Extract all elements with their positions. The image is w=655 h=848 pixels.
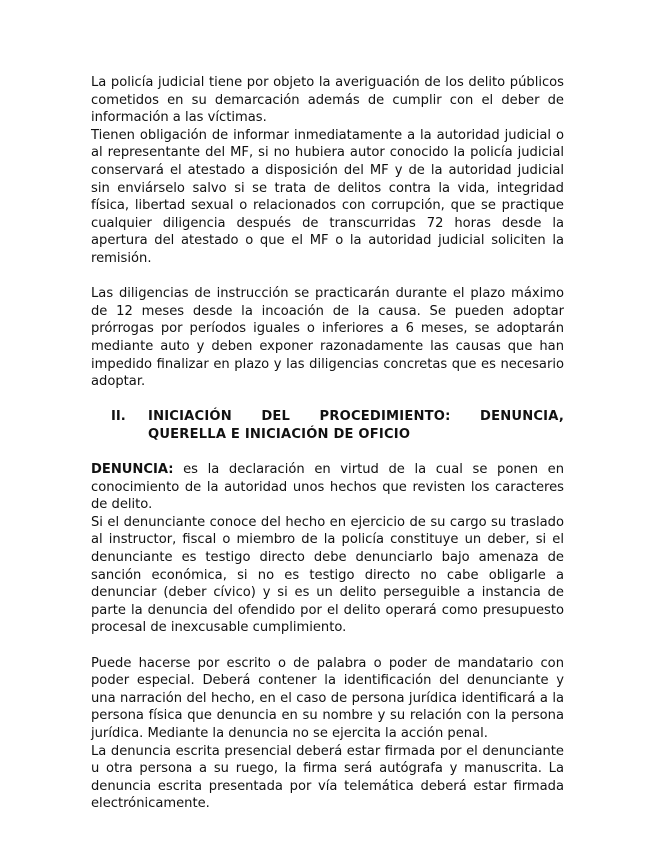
section-number: II. bbox=[111, 409, 126, 425]
paragraph-spacer bbox=[91, 637, 564, 655]
paragraph-spacer bbox=[91, 268, 564, 286]
paragraph-denuncia-definition bbox=[91, 461, 564, 514]
document-page bbox=[91, 74, 564, 813]
paragraph-denunciante: Si el denunciante conoce del hecho en ejercicio de su cargo su traslado al instructor, fiscal o miembro de la policía constituye un deber, si el denunciante es testigo directo debe denunciarlo bajo amenaza de sanción económica, si no es testigo directo no cabe obligarle a denunciar (deber cívico) y si es un delito perseguible a instancia de parte la denuncia del ofendido por el delito operará como presupuesto procesal de inexcusable cumplimiento. bbox=[91, 514, 564, 636]
denuncia-definition-text: es la declaración en virtud de la cual se ponen en conocimiento de la autoridad unos hechos que revisten los caracteres de delito. bbox=[91, 462, 564, 513]
term-denuncia: DENUNCIA: bbox=[91, 462, 174, 478]
paragraph-spacer bbox=[91, 391, 564, 409]
paragraph-spacer bbox=[91, 443, 564, 461]
section-title: INICIACIÓN DEL PROCEDIMIENTO: DENUNCIA, QUERELLA E INICIACIÓN DE OFICIO bbox=[148, 409, 564, 442]
paragraph-obligacion-informar: Tienen obligación de informar inmediatamente a la autoridad judicial o al representante del MF, si no hubiera autor conocido la policía judicial conservará el atestado a disposición del MF y de la autoridad judicial sin enviárselo salvo si se trata de delitos contra la vida, integridad física, libertad sexual o relacionados con corrupción, que se practique cualquier diligencia después de transcurridas 72 horas desde la apertura del atestado o que el MF o la autoridad judicial soliciten la remisión. bbox=[91, 127, 564, 266]
paragraph-forma-denuncia: Puede hacerse por escrito o de palabra o poder de mandatario con poder especial. Deberá contener la identificación del denunciante y una narración del hecho, en el caso de persona jurídica identificará a la persona física que denuncia en su nombre y su relación con la persona jurídica. Mediante la denuncia no se ejercita la acción penal. bbox=[91, 655, 564, 741]
paragraph-policia-judicial: La policía judicial tiene por objeto la averiguación de los delito públicos cometidos en su demarcación además de cumplir con el deber de información a las víctimas. bbox=[91, 75, 564, 126]
paragraph-diligencias-instruccion: Las diligencias de instrucción se practicarán durante el plazo máximo de 12 meses desde la incoación de la causa. Se pueden adoptar prórrogas por períodos iguales o inferiores a 6 meses, se adoptarán mediante auto y deben exponer razonadamente las causas que han impedido finalizar en plazo y las diligencias concretas que es necesario adoptar. bbox=[91, 286, 564, 390]
section-heading bbox=[91, 408, 564, 443]
paragraph-denuncia-escrita: La denuncia escrita presencial deberá estar firmada por el denunciante u otra persona a su ruego, la firma será autógrafa y manuscrita. La denuncia escrita presentada por vía telemática deberá estar firmada electrónicamente. bbox=[91, 743, 564, 812]
